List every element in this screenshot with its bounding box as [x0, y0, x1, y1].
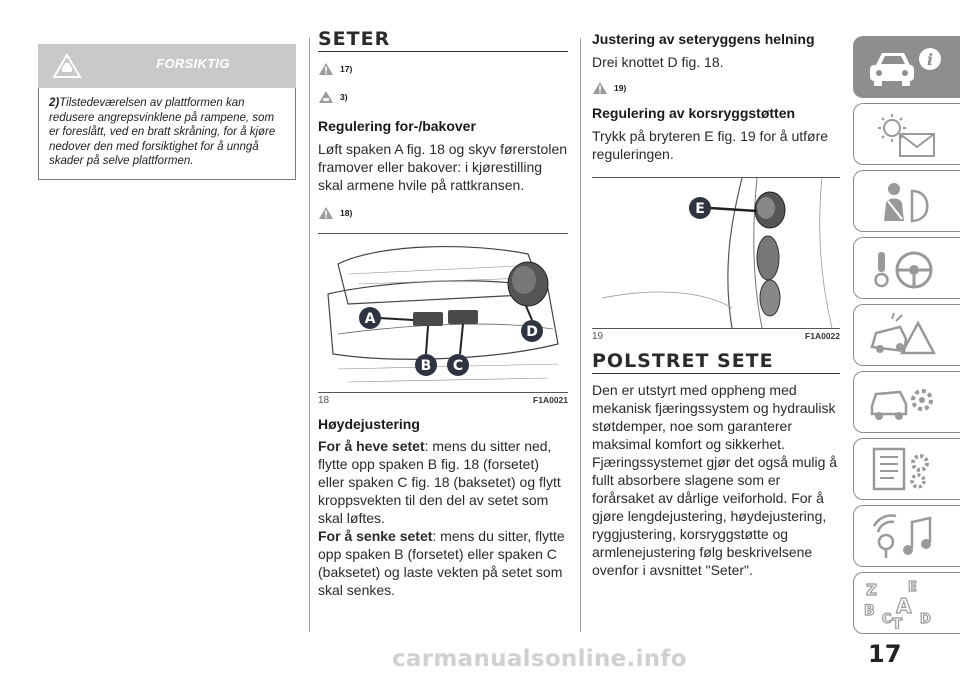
figure-18	[318, 233, 568, 393]
maintenance-icon	[866, 378, 946, 428]
index-letter-a: A	[896, 594, 912, 618]
tab-starting-driving[interactable]	[853, 237, 960, 299]
label-d	[521, 320, 543, 342]
ref-19: 19)	[592, 77, 840, 99]
middle-column	[318, 28, 568, 599]
section-heading	[592, 350, 840, 374]
lower-label: For å senke setet	[318, 528, 433, 544]
figure-number: 18	[318, 395, 330, 406]
subheading-height: Høydejustering	[318, 416, 420, 432]
index-icon	[862, 579, 942, 629]
tab-warning-lights[interactable]	[853, 103, 960, 165]
warning-car-icon	[318, 90, 334, 104]
figure-code: F1A0022	[805, 331, 840, 341]
right-column	[592, 31, 840, 579]
figure-19	[592, 177, 840, 329]
index-letter-b: B	[864, 603, 875, 619]
page-number: 17	[868, 640, 902, 668]
section-title-seter: SETER	[318, 28, 391, 50]
column-divider	[580, 38, 581, 632]
subheading-fore-aft: Regulering for-/bakover	[318, 118, 476, 134]
multimedia-icon	[866, 512, 946, 562]
index-letter-z: Z	[866, 581, 877, 599]
ref-3: 3)	[318, 86, 568, 108]
index-letter-c: C	[882, 612, 892, 627]
tab-service-maintenance[interactable]	[853, 371, 960, 433]
section-title-polstret: POLSTRET SETE	[592, 350, 774, 372]
label-e	[689, 197, 711, 219]
svg-text:A: A	[364, 311, 376, 327]
paragraph-fore-aft: Løft spaken A fig. 18 og skyv førerstolen framover eller bakover: i kjørestilling skal armene hvile på rattkransen.	[318, 141, 568, 193]
seat-lever-illustration	[318, 234, 568, 392]
steering-icon	[868, 244, 948, 294]
label-c	[447, 354, 469, 376]
warning-triangle-icon	[592, 81, 608, 95]
warning-title: FORSIKTIG	[156, 56, 230, 71]
figure-18-caption	[318, 395, 568, 406]
watermark: carmanualsonline.info	[392, 646, 687, 672]
tab-multimedia[interactable]	[853, 505, 960, 567]
svg-text:C: C	[452, 358, 464, 374]
lumbar-knob-illustration	[592, 178, 840, 328]
section-heading	[318, 28, 568, 52]
index-letter-t: T	[892, 615, 903, 629]
label-b	[415, 354, 437, 376]
warning-box	[38, 88, 296, 180]
tab-technical-data[interactable]	[853, 438, 960, 500]
svg-text:i: i	[926, 50, 934, 69]
technical-data-icon	[866, 445, 946, 495]
label-a	[359, 307, 381, 329]
warning-triangle-icon	[318, 62, 334, 76]
safety-icon	[868, 177, 948, 227]
warning-ref: 2)	[49, 97, 60, 109]
tab-safety[interactable]	[853, 170, 960, 232]
warning-car-icon	[52, 53, 82, 79]
svg-text:D: D	[526, 324, 538, 340]
subheading-backrest: Justering av seteryggens helning	[592, 31, 815, 47]
subheading-lumbar: Regulering av korsryggstøtten	[592, 105, 796, 121]
warning-lights-icon	[868, 110, 948, 160]
figure-number: 19	[592, 331, 604, 342]
figure-19-caption	[592, 331, 840, 342]
paragraph-backrest: Drei knottet D fig. 18.	[592, 54, 724, 70]
accident-icon	[866, 311, 946, 361]
paragraph-polstret: Den er utstyrt med oppheng med mekanisk fjæringssystem og hydraulisk støtdemper, noe som garanterer maksimal komfort og sikkerhet. Fjæringssystemet gjør det også mulig å fullt absorbere slagene som er forårsaket av dårlige veiforhold. For å gjøre lengdejustering, høydejustering, ryggjustering, korsryggstøtte og armlenejustering følg beskrivelsene ovenfor i avsnittet "Seter".	[592, 382, 838, 578]
paragraph-height: For å heve setet: mens du sitter ned, flytte opp spaken B fig. 18 (forsetet) eller spaken C fig. 18 (baksetet) og flytt kroppsvekten til den del av setet som skal løftes. For å senke setet: mens du sitter, flytte opp spaken B (forsetet) eller spaken C (baksetet) og laste vekten på setet som skal senkes.	[318, 438, 565, 598]
car-info-icon	[866, 43, 946, 93]
paragraph-lumbar: Trykk på bryteren E fig. 19 for å utføre reguleringen.	[592, 128, 829, 162]
svg-text:E: E	[695, 201, 705, 217]
warning-header	[38, 44, 296, 88]
raise-label: For å heve setet	[318, 438, 425, 454]
figure-code: F1A0021	[533, 395, 568, 405]
column-divider	[309, 38, 310, 632]
warning-triangle-icon	[318, 206, 334, 220]
index-letter-d: D	[920, 612, 931, 627]
tab-index[interactable]	[853, 572, 960, 634]
index-letter-e: E	[908, 580, 917, 595]
warning-text: Tilstedeværelsen av plattformen kan redusere angrepsvinklene på rampene, som er foreslått, ved en bratt skråning, for å kjøre nedover den med forsiktighet for å unngå skader på selve plattformen.	[49, 97, 276, 167]
tab-car-info[interactable]	[853, 36, 960, 98]
ref-18: 18)	[318, 202, 568, 224]
ref-17: 17)	[318, 58, 568, 80]
svg-text:B: B	[420, 358, 432, 374]
tab-emergency[interactable]	[853, 304, 960, 366]
